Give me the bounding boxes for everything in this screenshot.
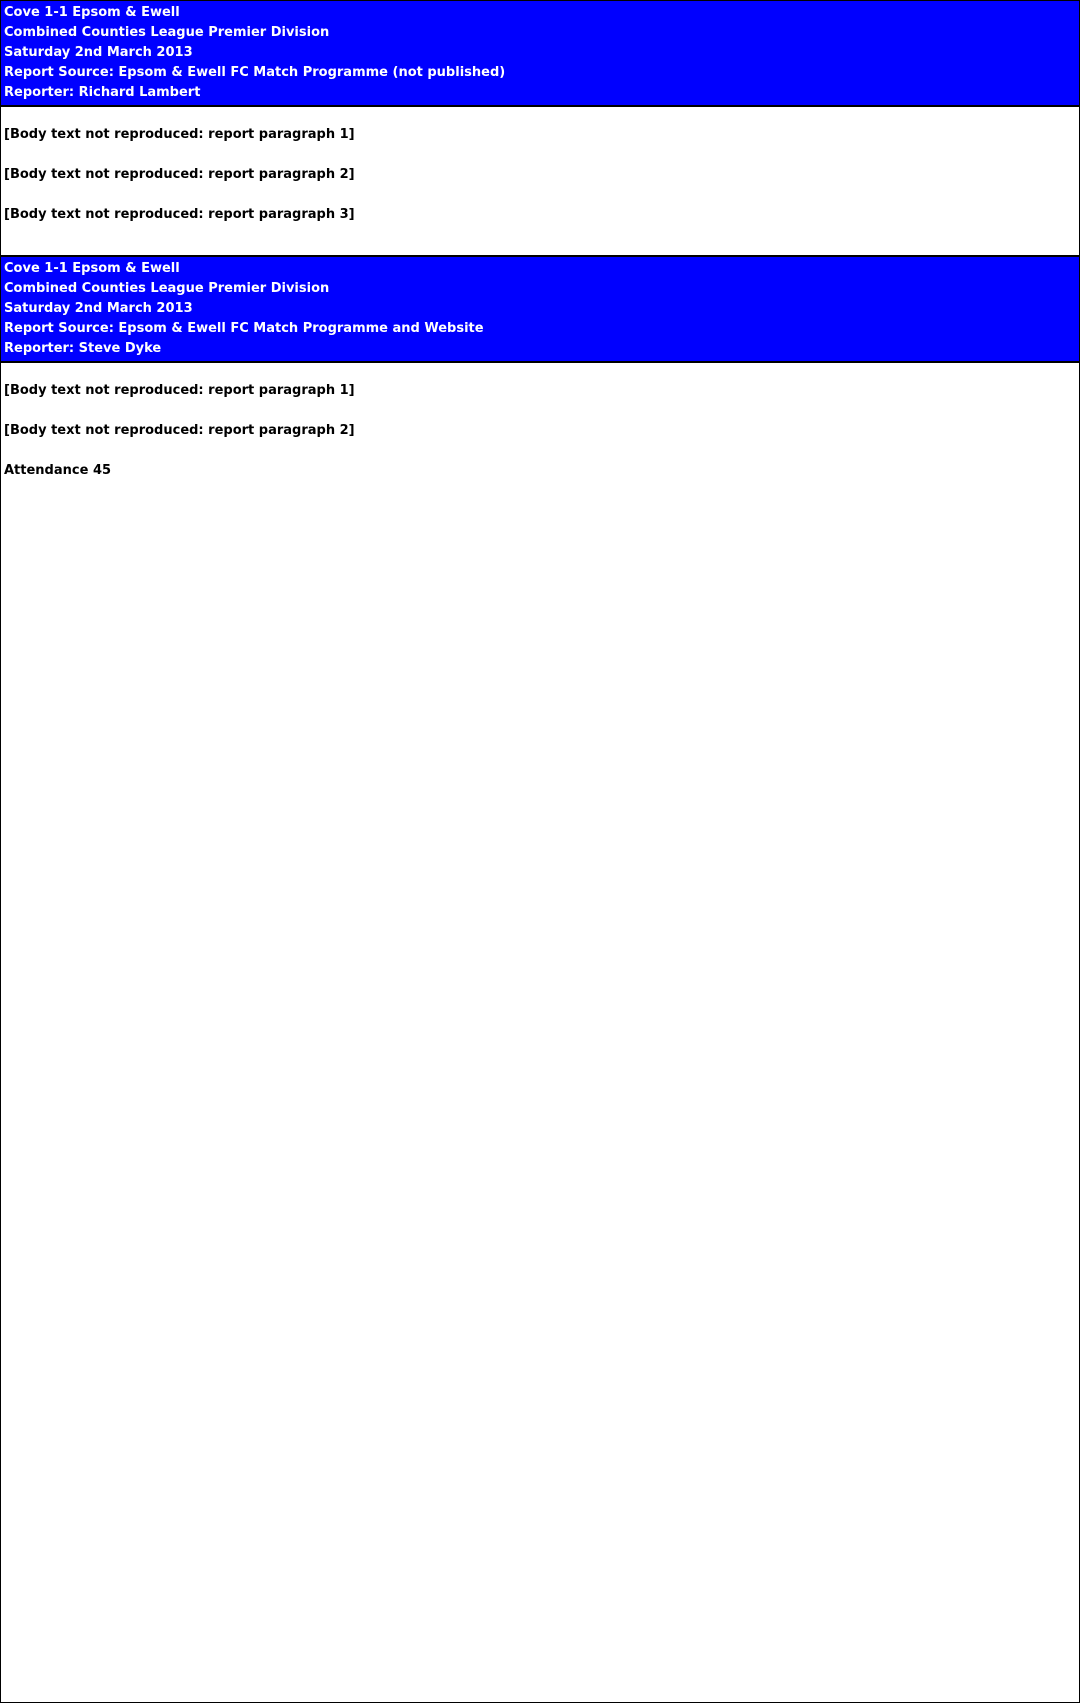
match-report-2 [1, 255, 1079, 511]
report-body [1, 107, 1079, 255]
report-body [1, 363, 1079, 511]
report-source: Report Source: Epsom & Ewell FC Match Programme (not published) [4, 65, 506, 80]
attendance: Attendance 45 [4, 463, 112, 478]
report-paragraph: [Body text not reproduced: report paragraph 1] [4, 383, 355, 398]
match-report-1 [1, 1, 1079, 255]
competition: Combined Counties League Premier Division [4, 25, 330, 40]
reporter: Reporter: Steve Dyke [4, 341, 162, 356]
match-date: Saturday 2nd March 2013 [4, 301, 193, 316]
reporter: Reporter: Richard Lambert [4, 85, 201, 100]
report-header [1, 257, 1079, 363]
competition: Combined Counties League Premier Division [4, 281, 330, 296]
report-paragraph: [Body text not reproduced: report paragraph 2] [4, 423, 355, 438]
match-date: Saturday 2nd March 2013 [4, 45, 193, 60]
report-paragraph: [Body text not reproduced: report paragraph 1] [4, 127, 355, 142]
match-score: Cove 1-1 Epsom & Ewell [4, 261, 180, 276]
report-header [1, 1, 1079, 107]
match-score: Cove 1-1 Epsom & Ewell [4, 5, 180, 20]
report-paragraph: [Body text not reproduced: report paragraph 3] [4, 207, 355, 222]
report-source: Report Source: Epsom & Ewell FC Match Programme and Website [4, 321, 484, 336]
report-paragraph: [Body text not reproduced: report paragraph 2] [4, 167, 355, 182]
